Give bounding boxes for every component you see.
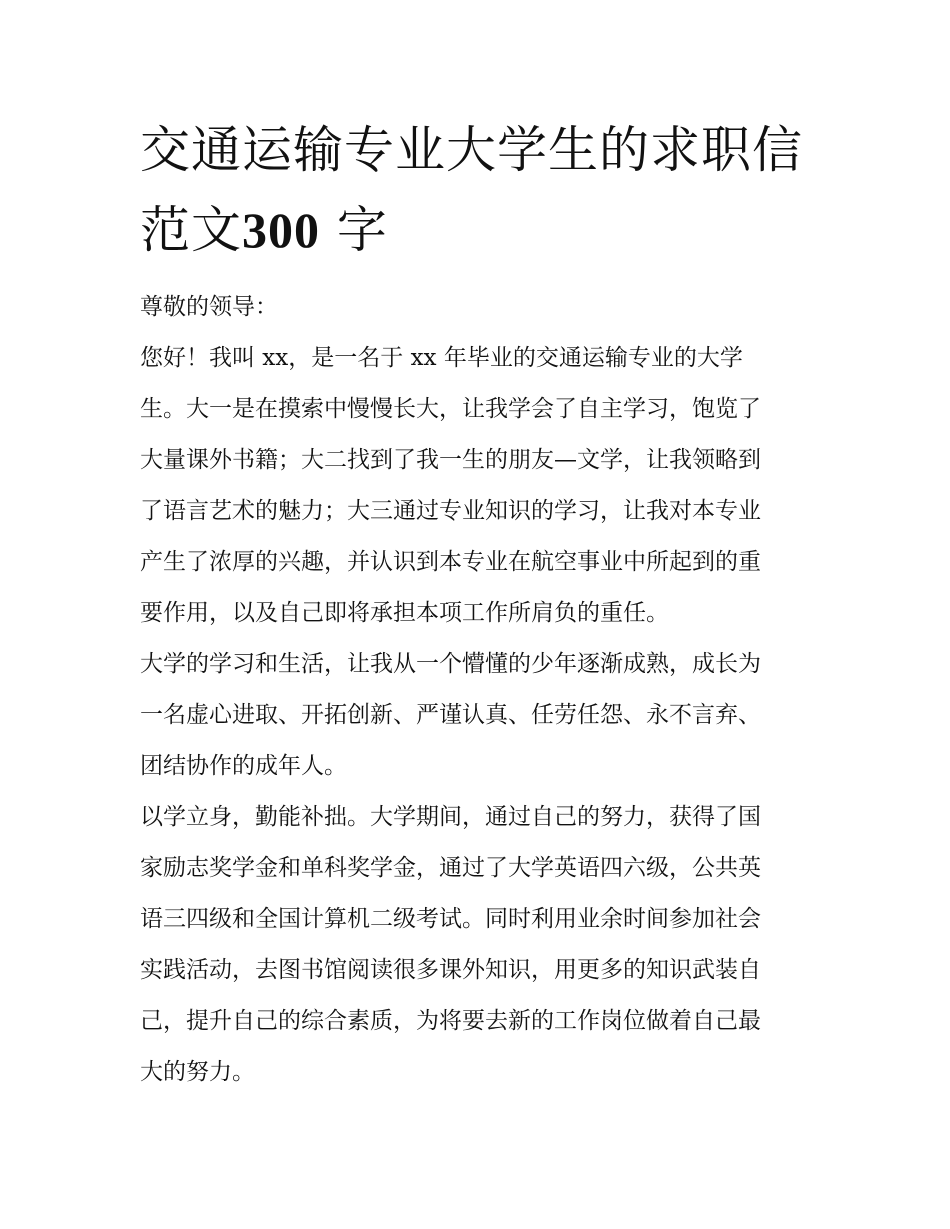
paragraph-line: 己，提升自己的综合素质，为将要去新的工作岗位做着自己最 — [140, 1008, 761, 1034]
paragraph-line: 大量课外书籍；大二找到了我一生的朋友—文学，让我领略到 — [140, 447, 761, 473]
paragraph-line: 团结协作的成年人。 — [140, 753, 347, 779]
paragraph-line: 语三四级和全国计算机二级考试。同时利用业余时间参加社会 — [140, 906, 761, 932]
paragraph-line: 您好！我叫 xx，是一名于 xx 年毕业的交通运输专业的大学 — [140, 345, 743, 371]
paragraph-line: 一名虚心进取、开拓创新、严谨认真、任劳任怨、永不言弃、 — [140, 702, 761, 728]
document-page — [140, 110, 830, 1089]
document-title — [140, 110, 830, 270]
title-line-1: 交通运输专业大学生的求职信 — [140, 121, 803, 179]
title-line-2-number: 300 — [242, 202, 320, 258]
paragraph-line: 实践活动，去图书馆阅读很多课外知识，用更多的知识武装自 — [140, 957, 761, 983]
paragraph-3 — [140, 800, 830, 1089]
paragraph-line: 家励志奖学金和单科奖学金，通过了大学英语四六级，公共英 — [140, 855, 761, 881]
paragraph-line: 大学的学习和生活，让我从一个懵懂的少年逐渐成熟，成长为 — [140, 651, 761, 677]
salutation: 尊敬的领导： — [140, 294, 278, 320]
paragraph-line: 以学立身，勤能补拙。大学期间，通过自己的努力，获得了国 — [140, 804, 761, 830]
paragraph-2 — [140, 647, 830, 783]
paragraph-1 — [140, 341, 830, 630]
paragraph-line: 要作用，以及自己即将承担本项工作所肩负的重任。 — [140, 600, 669, 626]
paragraph-line: 生。大一是在摸索中慢慢长大，让我学会了自主学习，饱览了 — [140, 396, 761, 422]
title-line-2-suffix: 字 — [336, 201, 388, 259]
paragraph-line: 产生了浓厚的兴趣，并认识到本专业在航空事业中所起到的重 — [140, 549, 761, 575]
title-line-2-prefix: 范文 — [140, 201, 242, 259]
paragraph-line: 了语言艺术的魅力；大三通过专业知识的学习，让我对本专业 — [140, 498, 761, 524]
paragraph-line: 大的努力。 — [140, 1059, 255, 1085]
